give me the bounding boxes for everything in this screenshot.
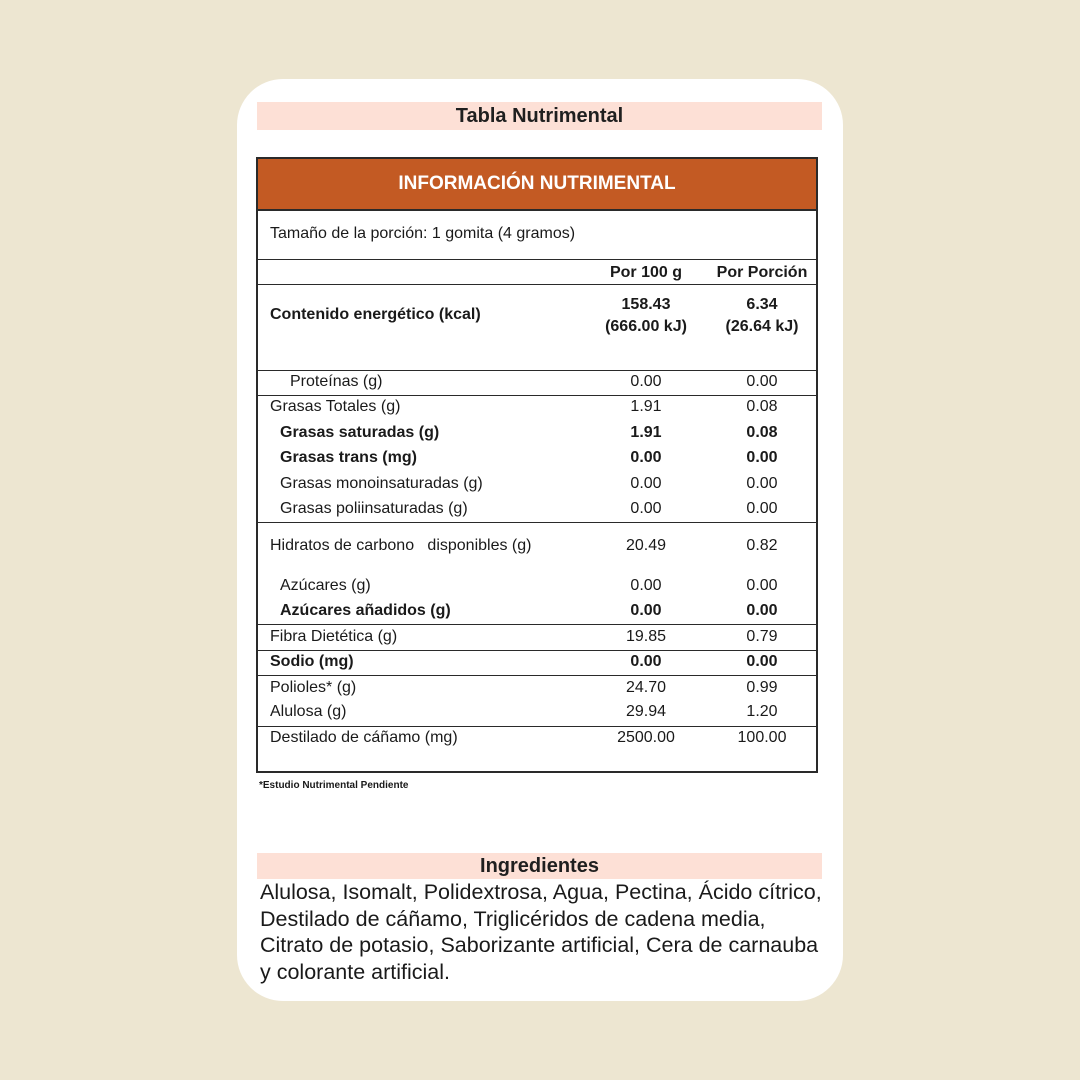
energy-label: Contenido energético (kcal) (270, 306, 481, 323)
nutrient-value-per-100g: 0.00 (630, 500, 662, 517)
nutrient-value-per-serving: 0.08 (746, 424, 778, 441)
divider (258, 370, 816, 371)
ingredients-title: Ingredientes (257, 853, 822, 879)
column-header-per-serving: Por Porción (716, 264, 808, 281)
nutrient-value-per-100g: 1.91 (630, 398, 662, 415)
nutrient-label: Azúcares añadidos (g) (280, 602, 451, 619)
nutrient-value-per-100g: 0.00 (630, 373, 662, 390)
energy-per-serving-kj: (26.64 kJ) (725, 318, 799, 335)
divider (258, 522, 816, 523)
nutrient-value-per-100g: 1.91 (630, 424, 662, 441)
nutrient-value-per-serving: 0.00 (746, 577, 778, 594)
energy-per-100g-kj: (666.00 kJ) (605, 318, 687, 335)
nutrient-label: Hidratos de carbono disponibles (g) (270, 537, 532, 554)
energy-per-100g (586, 294, 706, 338)
nutrient-value-per-serving: 0.08 (746, 398, 778, 415)
nutrient-value-per-serving: 0.79 (746, 628, 778, 645)
nutrient-value-per-100g: 0.00 (630, 602, 662, 619)
nutrient-value-per-serving: 1.20 (746, 703, 778, 720)
divider (258, 395, 816, 396)
nutrient-value-per-100g: 2500.00 (617, 729, 675, 746)
nutrition-card (237, 79, 843, 1001)
nutrient-label: Azúcares (g) (280, 577, 371, 594)
energy-per-100g-kcal: 158.43 (621, 296, 671, 313)
energy-per-serving-kcal: 6.34 (746, 296, 778, 313)
nutrient-label: Sodio (mg) (270, 653, 354, 670)
nutrient-label: Grasas Totales (g) (270, 398, 401, 415)
nutrient-label: Fibra Dietética (g) (270, 628, 398, 645)
nutrient-value-per-serving: 0.00 (746, 373, 778, 390)
energy-per-serving (704, 294, 820, 338)
nutrient-value-per-serving: 0.99 (746, 679, 778, 696)
nutrient-value-per-100g: 0.00 (630, 653, 662, 670)
nutrient-value-per-serving: 0.00 (746, 475, 778, 492)
page-title: Tabla Nutrimental (257, 102, 822, 130)
table-header: INFORMACIÓN NUTRIMENTAL (258, 159, 816, 211)
column-header-per-100g: Por 100 g (609, 264, 683, 281)
ingredients-text: Alulosa, Isomalt, Polidextrosa, Agua, Pectina, Ácido cítrico, Destilado de cáñamo, Triglicéridos de cadena media, Citrato de potasio, Saborizante artificial, Cera de carnauba y colorante artificial. (260, 880, 822, 984)
nutrient-label: Proteínas (g) (290, 373, 383, 390)
nutrient-label: Destilado de cáñamo (mg) (270, 729, 458, 746)
nutrition-table (256, 157, 818, 773)
nutrient-value-per-100g: 20.49 (625, 537, 667, 554)
nutrient-value-per-100g: 0.00 (630, 449, 662, 466)
nutrient-value-per-100g: 29.94 (625, 703, 667, 720)
nutrient-value-per-serving: 0.00 (746, 653, 778, 670)
nutrient-label: Grasas monoinsaturadas (g) (280, 475, 483, 492)
divider (258, 726, 816, 727)
nutrient-label: Grasas trans (mg) (280, 449, 417, 466)
nutrient-value-per-serving: 100.00 (737, 729, 787, 746)
nutrient-label: Alulosa (g) (270, 703, 347, 720)
nutrient-value-per-100g: 0.00 (630, 577, 662, 594)
nutrient-value-per-100g: 0.00 (630, 475, 662, 492)
divider (258, 284, 816, 285)
nutrient-value-per-serving: 0.00 (746, 602, 778, 619)
nutrient-value-per-100g: 24.70 (625, 679, 667, 696)
nutrient-value-per-serving: 0.00 (746, 449, 778, 466)
divider (258, 259, 816, 260)
divider (258, 675, 816, 676)
nutrient-value-per-serving: 0.00 (746, 500, 778, 517)
nutrient-value-per-serving: 0.82 (746, 537, 778, 554)
divider (258, 650, 816, 651)
footnote: *Estudio Nutrimental Pendiente (259, 780, 409, 791)
serving-size: Tamaño de la porción: 1 gomita (4 gramos) (270, 225, 576, 242)
nutrient-label: Grasas poliinsaturadas (g) (280, 500, 468, 517)
divider (258, 624, 816, 625)
nutrient-value-per-100g: 19.85 (625, 628, 667, 645)
nutrient-label: Polioles* (g) (270, 679, 357, 696)
nutrient-label: Grasas saturadas (g) (280, 424, 440, 441)
